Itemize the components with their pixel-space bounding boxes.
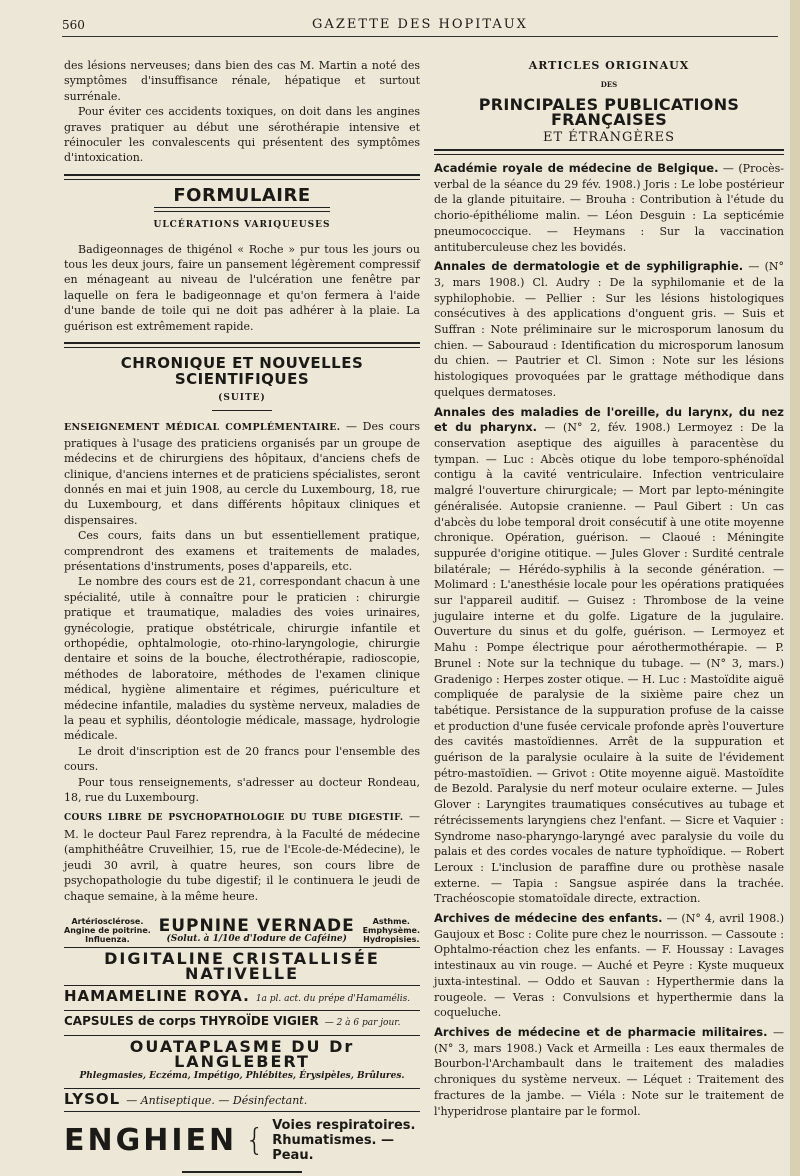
ad-eupnine-left [64,917,151,944]
ad-text: — 2 à 6 par jour. [324,1018,401,1029]
ad-capsules [64,1011,420,1035]
ad-hamameline [64,986,420,1011]
ad-enghien-lines [272,1118,420,1163]
chronique-title: CHRONIQUE ET NOUVELLES SCIENTIFIQUES [120,354,364,388]
ad-text: Angine de poitrine. [64,925,151,935]
end-rule [182,1171,302,1173]
ad-text: Phlegmasies, Eczéma, Impétigo, Phlébites, Érysipèles, Brûlures. [79,1071,405,1082]
enseignement-paragraph-3: Le nombre des cours est de 21, correspondant chacun à une spécialité, utile à connaître pour le praticien : chirurgie pratique et traumatique, maladies des voies urinaires, gynécologie, pratique obstétricale, chirurgie infantile et orthopédie, ophtalmologie, oto-rhino-laryngologie, chirurgie dentaire et soins de la bouche, électrothérapie, radioscopie, méthodes de laboratoire, méthodes de l'examen clinique médical, hygiène alimentaire et régimes, puériculture et médecine infantile, maladies du système nerveux, maladies de la peau et syphilis, déontologie médicale, massage, hydrologie médicale. [64,575,420,743]
section-title-main: PRINCIPALES PUBLICATIONS FRANÇAISES [478,94,740,130]
enseignement-paragraph-2: Ces cours, faits dans un but essentiellement pratique, comprendront des examens et traitements de malades, présentations d'instruments, poses d'appareils, etc. [64,529,420,573]
section-rule [64,174,420,180]
intro-paragraph-2: Pour éviter ces accidents toxiques, on doit dans les angines graves pratiquer au début une sérothérapie intensive et réinoculer les convalescents qui présentent des symptômes d'intoxication. [64,105,420,165]
section-title: ARTICLES ORIGINAUX [528,59,690,72]
page-edge [790,0,800,1176]
formulaire-text: Badigeonnages de thigénol « Roche » pur tous les jours ou tous les deux jours, faire un pansement légèrement compressif en ménageant au niveau de l'ulcération une fenêtre par laquelle on fera le badigeonnage et qu'on fermera à l'aide d'une bande de toile qui ne doit pas adhérer à la plaie. La guérison est extrêmement rapide. [64,242,420,333]
formulaire-subtitle: ULCÉRATIONS VARIQUEUSES [153,220,331,231]
ad-brand: LYSOL [64,1089,121,1108]
ad-text: Rhumatismes. — Peau. [272,1133,395,1164]
brace-glyph: { [245,1122,265,1158]
bibliography-entry [434,161,784,255]
ad-eupnine [64,914,420,948]
journal-name: Archives de médecine des enfants. [434,911,663,926]
ad-brand: CAPSULES de corps THYROÏDE VIGIER [64,1014,319,1029]
cours-paragraph [64,809,420,903]
ad-brand: EUPNINE VERNADE [158,915,355,936]
entry-text: — (N° 2, fév. 1908.) Lermoyez : De la conservation aseptique des aiguilles à paracentèse du tympan. — Luc : Abcès otique du lobe temporo-sphénoïdal contigu à la cavité ventriculaire. Infection ventriculaire malgré l'ouverture chirurgicale; — Mort par lepto-méningite généralisée. Autopsie cranienne. — Paul Gibert : Un cas d'abcès du lobe temporal droit consécutif à une otite moyenne chronique. Opération, guérison. — Claoué : Méningite suppurée d'origine otitique. — Jules Glover : Surdité centrale bilatérale; — Hérédo-syphilis à la seconde génération. — Molimard : L'anesthésie locale pour les opérations pratiquées sur l'appareil auditif. — Guisez : Thrombose de la veine jugulaire interne et du golfe. Ligature de la jugulaire. Ouverture du sinus et du golfe, guérison. — Lermoyez et Mahu : Pompe électrique pour aérothermothérapie. — P. Brunel : Note sur la technique du tubage. — (N° 3, mars.) Gradenigo : Herpes zoster otique. — H. Luc : Mastoïdite aiguë compliquée de paralysie de la sixième paire chez un tabétique. Persistance de la suppuration profuse de la caisse et production d'une fusée cervicale profonde après l'ouverture des cavités mastoïdiennes. Arrêt de la suppuration et guérison de la paralysie oculaire à la suite de l'évidement pétro-mastoïdien. — Grivot : Otite moyenne aiguë. Mastoïdite de Bezold. Paralysie du nerf moteur oculaire externe. — Jules Glover : Laryngites traumatiques consécutives au tubage et rétrécissements laryngiens chez l'enfant. — Sicre et Vaquier : Syndrome naso-pharyngo-laryngé avec paralysie du voile du palais et des cordes vocales de nature typhoïdique. — Robert Leroux : L'inclusion de paraffine dure ou prothèse nasale externe. — Tapia : Sangsue aspirée dans la trachée. Trachéoscopie stomatoïdale directe, extraction. [434,421,785,906]
ad-brand: OUATAPLASME DU Dr LANGLEBERT [129,1036,355,1071]
bibliography-entry [434,911,784,1021]
enseignement-lead: ENSEIGNEMENT MÉDICAL COMPLÉMENTAIRE. [64,422,341,434]
entry-text: — (N° 3, mars 1908.) Cl. Audry : De la syphilomanie et de la syphilophobie. — Pellier : Sur les lésions histologiques consécutives à des applications d'onguent gris. — Suis et Suffran : Note préliminaire sur le microsporum lanosum du chien. — Sabouraud : Identification du microsporum lanosum du chien. — Pautrier et Cl. Simon : Note sur les lésions histologiques provoquées par le grattage méthodique dans quelques dermatoses. [434,260,784,399]
advertisements [64,914,420,1173]
ad-text: Emphysème. [362,925,420,935]
enseignement-text: — Des cours pratiques à l'usage des praticiens organisés par un groupe de médecins et de chirurgiens des hôpitaux, d'anciens chefs de clinique, d'anciens internes et de praticiens spécialistes, seront donnés en mai et juin 1908, au cercle du Luxembourg, 18, rue du Luxembourg, et dans différents hôpitaux cliniques et dispensaires. [64,420,420,527]
bibliography-entry [434,1025,784,1119]
section-rule [434,149,784,155]
running-header [62,14,778,37]
formulaire-title: FORMULAIRE [173,184,311,206]
ad-text: — Antiseptique. — Désinfectant. [126,1093,308,1107]
ad-ouataplasme [64,1036,420,1089]
ad-text: Voies respiratoires. [272,1118,416,1134]
ad-eupnine-center [159,917,355,944]
section-title-des: DES [600,80,618,90]
short-rule [212,410,272,411]
bibliography-entry [434,405,784,908]
section-title-sub: ET ÉTRANGÈRES [542,129,676,145]
ad-eupnine-right [363,917,420,944]
bibliography-entry [434,259,784,400]
ad-digitaline: DIGITALINE CRISTALLISÉE NATIVELLE [64,948,420,986]
enseignement-paragraph [64,419,420,528]
ad-enghien [64,1112,420,1167]
left-column [64,58,420,1170]
journal-name: Archives de médecine et de pharmacie militaires. [434,1025,768,1039]
cours-text: — M. le docteur Paul Farez reprendra, à la Faculté de médecine (amphithéâtre Cruveilhier, 15, rue de l'Ecole-de-Médecine), le jeudi 30 avril, à quatre heures, son cours libre de psychopathologie du tube digestif; il le continuera le jeudi de chaque semaine, à la même heure. [64,810,421,903]
right-column [434,58,784,1119]
ad-brand: ENGHIEN [64,1122,238,1158]
enseignement-paragraph-4: Le droit d'inscription est de 20 francs pour l'ensemble des cours. [64,744,420,774]
section-rule [64,342,420,348]
ad-lysol [64,1089,420,1112]
intro-paragraph: des lésions nerveuses; dans bien des cas M. Martin a noté des symptômes d'insuffisance rénale, hépatique et surtout surrénale. [64,59,420,103]
cours-lead: COURS LIBRE DE PSYCHOPATHOLOGIE DU TUBE DIGESTIF. [64,813,404,824]
title-rule [154,207,330,212]
ad-text: (Solut. à 1/10e d'Iodure de Caféine) [166,933,347,944]
journal-name: Annales des maladies de l'oreille, du larynx, du nez et du pharynx. [434,404,784,435]
ad-text: 1a pl. act. du prépe d'Hamamélis. [255,993,411,1004]
entry-text: — (Procès-verbal de la séance du 29 fév. 1908.) Joris : Le lobe postérieur de la glande pituitaire. — Brouha : Contribution à l'étude du chorio-épithéliome malin. — Léon Desguin : La septicémie pneumococcique. — Heymans : Sur la vaccination antituberculeuse chez les bovidés. [434,162,784,254]
ad-brand: HAMAMELINE ROYA. [64,986,250,1005]
enseignement-paragraph-5: Pour tous renseignements, s'adresser au docteur Rondeau, 18, rue du Luxembourg. [64,775,420,805]
ad-text: Asthme. [372,916,410,926]
chronique-subtitle: (SUITE) [218,392,266,403]
ad-text: Artériosclérose. [71,916,144,926]
journal-title: GAZETTE DES HOPITAUX [312,17,528,32]
ad-text: Influenza. [85,934,130,944]
entry-text: — (N° 3, mars 1908.) Vack et Armeilla : Les eaux thermales de Bourbon-l'Archambault dans le traitement des maladies chroniques du système nerveux. — Léquet : Traitement des fractures de la jambe. — Viéla : Note sur le traitement de l'hyperidrose plantaire par le formol. [434,1026,784,1118]
journal-name: Annales de dermatologie et de syphiligraphie. [434,259,744,274]
page-number: 560 [62,18,85,32]
ad-text: Hydropisies. [363,934,420,944]
journal-name: Académie royale de médecine de Belgique. [434,161,719,176]
entry-text: — (N° 4, avril 1908.) Gaujoux et Bosc : Colite pure chez le nourrisson. — Cassoute : Ophtalmo-réaction chez les enfants. — F. Houssay : Lavages intestinaux au vin rouge. — Auché et Peyre : Kyste muqueux juxta-intestinal. — Oddo et Sauvan : Hyperthermie dans la rougeole. — Veras : Convulsions et hyperthermie dans la coqueluche. [434,912,784,1020]
